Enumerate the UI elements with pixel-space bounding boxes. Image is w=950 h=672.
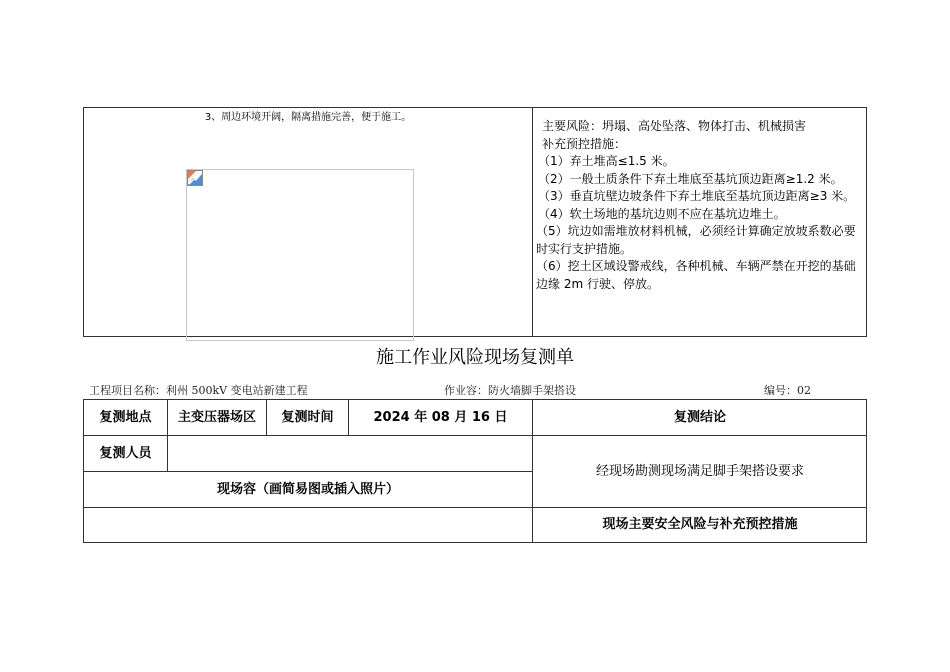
document-title: 施工作业风险现场复测单 xyxy=(376,347,574,368)
environment-note: 3、周边环境开阔，隔离措施完善，便于施工。 xyxy=(204,112,412,123)
row-line xyxy=(83,507,867,508)
risk-measures-label: 现场主要安全风险与补充预控措施 xyxy=(602,517,798,532)
time-label: 复测时间 xyxy=(281,410,334,425)
risk-line: （5）坑边如需堆放材料机械，必须经计算确定放坡系数必要时实行支护措施。 xyxy=(536,224,856,256)
risk-line: 补充预控措施： xyxy=(542,136,627,151)
risk-line: （3）垂直坑壁边坡条件下弃土堆底至基坑顶边距离≥3 米。 xyxy=(538,189,856,203)
risk-line: 主要风险：坍塌、高处坠落、物体打击、机械损害 xyxy=(542,119,807,133)
risk-measures xyxy=(538,118,864,293)
site-content-label: 现场容（画简易图或插入照片） xyxy=(216,482,399,497)
document-number: 编号：02 xyxy=(764,384,811,397)
risk-line: （1）弃土堆高≤1.5 米。 xyxy=(538,154,675,168)
location-label: 复测地点 xyxy=(99,410,152,425)
row-line xyxy=(83,435,867,436)
risk-line: （4）软土场地的基坑边则不应在基坑边堆土。 xyxy=(538,206,786,221)
broken-image-icon xyxy=(187,170,203,186)
risk-line: （2）一般土质条件下弃土堆底至基坑顶边距离≥1.2 米。 xyxy=(538,171,843,186)
upper-table-divider xyxy=(532,107,533,337)
risk-line: （6）挖土区域设警戒线，各种机械、车辆严禁在开挖的基础边缘 2m 行驶、停放。 xyxy=(536,259,856,291)
personnel-label: 复测人员 xyxy=(99,446,152,461)
conclusion-label: 复测结论 xyxy=(673,410,726,425)
project-name: 工程项目名称：利州 500kV 变电站新建工程 xyxy=(89,384,308,397)
conclusion-value: 经现场勘测现场满足脚手架搭设要求 xyxy=(595,464,804,479)
row-line xyxy=(83,471,533,472)
work-content: 作业容：防火墙脚手架搭设 xyxy=(444,384,576,397)
time-value: 2024 年 08 月 16 日 xyxy=(373,410,508,425)
site-photo-placeholder xyxy=(186,169,414,341)
location-value: 主变压器场区 xyxy=(177,410,256,425)
